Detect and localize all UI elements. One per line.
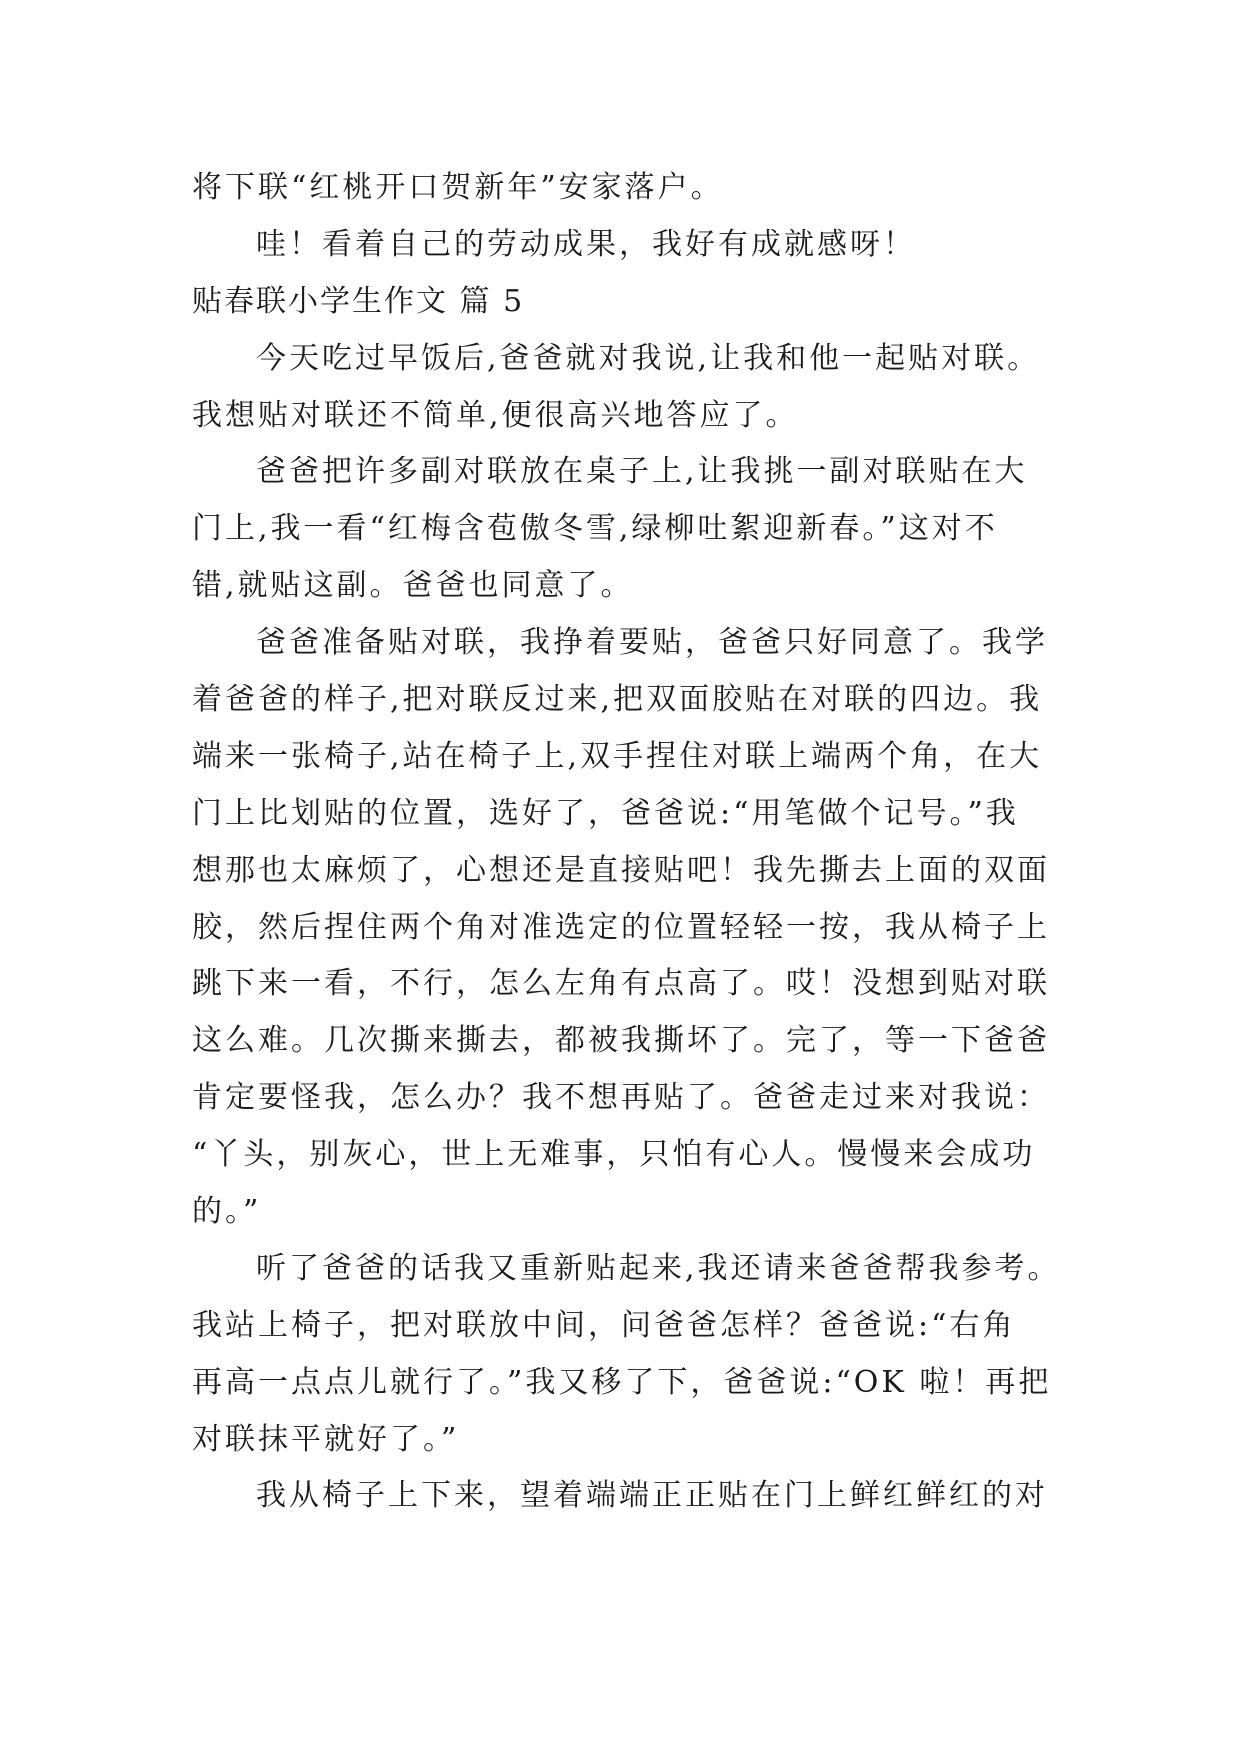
text-line: 着爸爸的样子,把对联反过来,把双面胶贴在对联的四边。我 <box>192 682 1043 718</box>
text-line: 胶，然后捏住两个角对准选定的位置轻轻一按，我从椅子上 <box>192 909 1050 945</box>
text-line: 门上比划贴的位置，选好了，爸爸说:“用笔做个记号。”我 <box>192 795 1019 831</box>
text-line: 将下联“红桃开口贺新年”安家落户。 <box>192 170 724 205</box>
essay-body <box>192 160 1062 1525</box>
text-line: 对联抹平就好了。” <box>192 1421 460 1457</box>
text-line: 跳下来一看，不行，怎么左角有点高了。哎！没想到贴对联 <box>192 966 1050 1002</box>
text-line: 门上,我一看“红梅含苞傲冬雪,绿柳吐絮迎新春。”这对不 <box>192 511 998 547</box>
text-line: 的。” <box>192 1194 262 1230</box>
text-line: 这么难。几次撕来撕去，都被我撕坏了。完了，等一下爸爸 <box>192 1023 1050 1059</box>
text-line: 肯定要怪我，怎么办？我不想再贴了。爸爸走过来对我说： <box>192 1080 1050 1116</box>
text-line: 爸爸准备贴对联，我挣着要贴，爸爸只好同意了。我学 <box>256 625 1048 661</box>
text-line: “丫头，别灰心，世上无难事，只怕有心人。慢慢来会成功 <box>192 1137 1036 1173</box>
text-line: 我想贴对联还不简单,便很高兴地答应了。 <box>192 397 799 433</box>
text-line: 我从椅子上下来，望着端端正正贴在门上鲜红鲜红的对 <box>256 1478 1048 1514</box>
text-line: 再高一点点儿就行了。”我又移了下，爸爸说:“OK 啦！再把 <box>192 1364 1052 1400</box>
text-line: 端来一张椅子,站在椅子上,双手捏住对联上端两个角，在大 <box>192 738 1043 774</box>
text-line: 今天吃过早饭后,爸爸就对我说,让我和他一起贴对联。 <box>256 340 1041 376</box>
text-line: 哇！看着自己的劳动成果，我好有成就感呀！ <box>256 226 916 262</box>
text-line: 听了爸爸的话我又重新贴起来,我还请来爸爸帮我参考。 <box>256 1250 1061 1286</box>
text-line: 我站上椅子，把对联放中间，问爸爸怎样？爸爸说:“右角 <box>192 1307 1016 1343</box>
text-line: 错,就贴这副。爸爸也同意了。 <box>192 568 634 604</box>
text-line: 想那也太麻烦了，心想还是直接贴吧！我先撕去上面的双面 <box>192 852 1050 888</box>
text-line: 爸爸把许多副对联放在桌子上,让我挑一副对联贴在大 <box>256 454 1028 490</box>
section-heading: 贴春联小学生作文 篇 5 <box>192 283 525 319</box>
